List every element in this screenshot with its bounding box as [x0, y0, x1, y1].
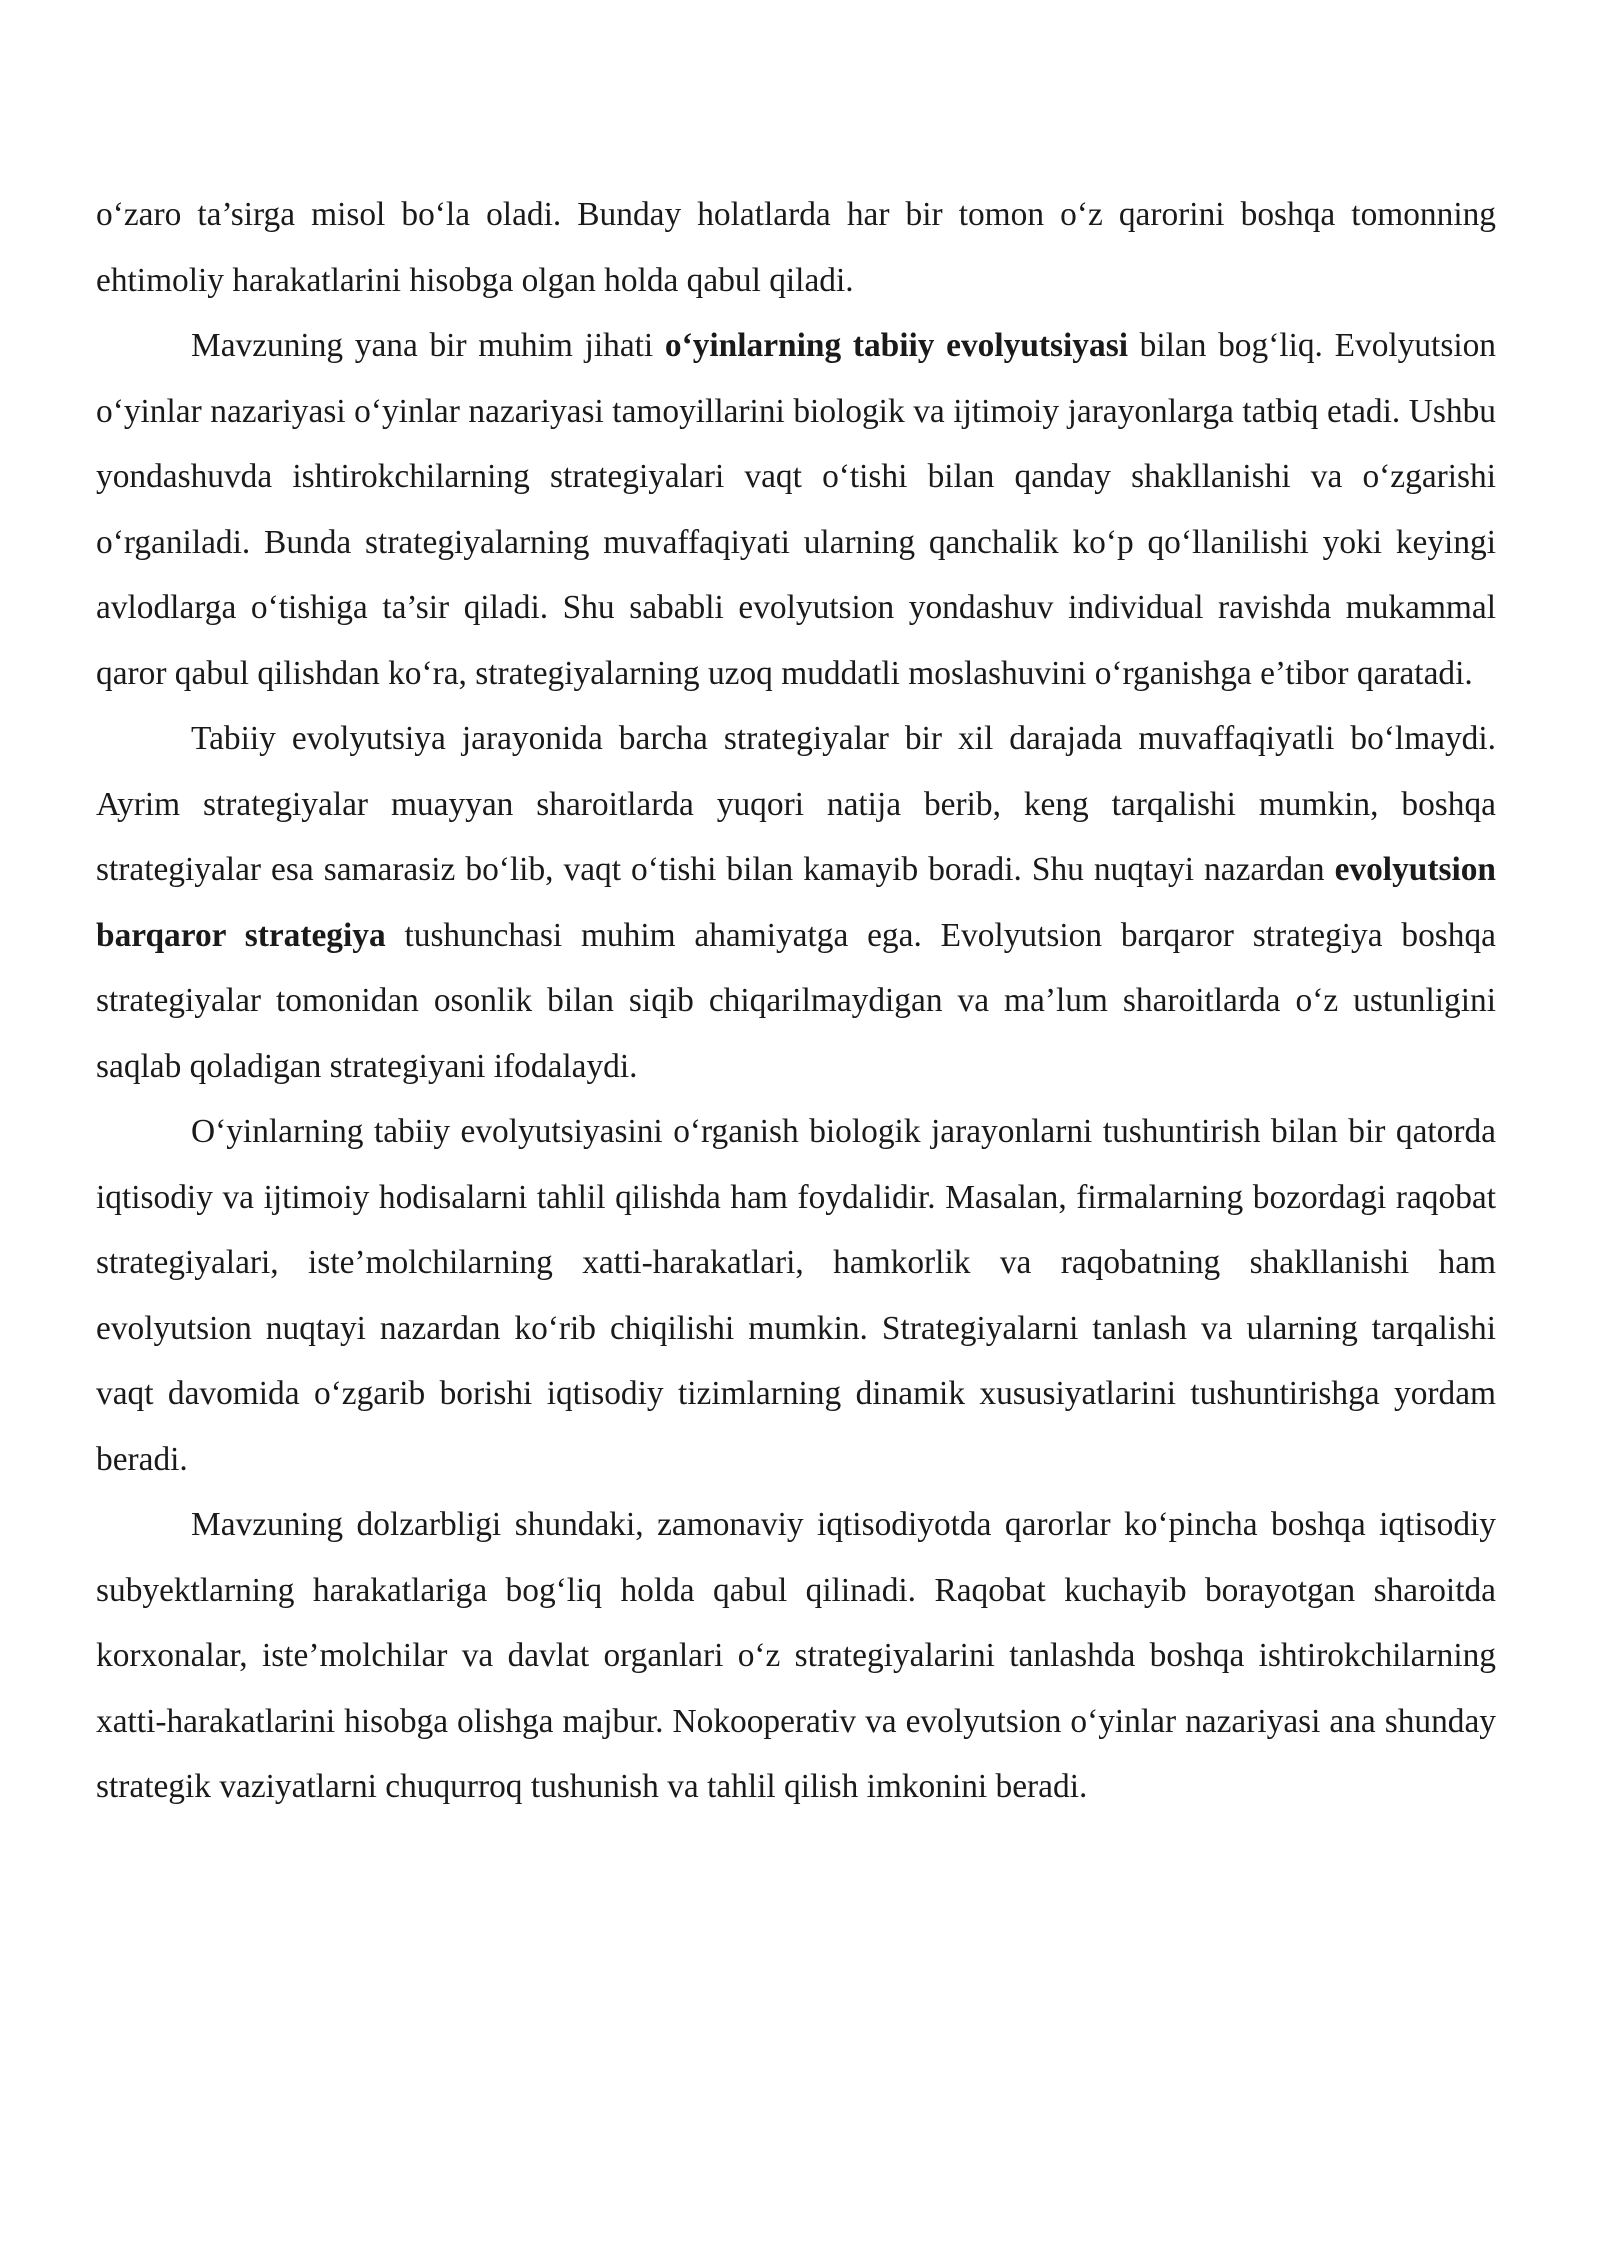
paragraph-4 [96, 1099, 1496, 1492]
paragraph-text: Mavzuning yana bir muhim jihati [191, 327, 665, 364]
paragraph-3 [96, 706, 1496, 1099]
paragraph-5 [96, 1492, 1496, 1820]
paragraph-text: o‘zaro ta’sirga misol bo‘la oladi. Bunday holatlarda har bir tomon o‘z qarorini boshqa tomonning ehtimoliy harakatlarini hisobga olgan holda qabul qiladi. [96, 196, 1496, 299]
paragraph-2 [96, 313, 1496, 706]
paragraph-text: Mavzuning dolzarbligi shundaki, zamonaviy iqtisodiyotda qarorlar ko‘pincha boshqa iqtisodiy subyektlarning harakatlariga bog‘liq holda qabul qilinadi. Raqobat kuchayib borayotgan sharoitda korxonalar, iste’molchilar va davlat organlari o‘z strategiyalarini tanlashda boshqa ishtirokchilarning xatti-harakatlarini hisobga olishga majbur. Nokooperativ va evolyutsion o‘yinlar nazariyasi ana shunday strategik vaziyatlarni chuqurroq tushunish va tahlil qilish imkonini beradi. [96, 1506, 1496, 1805]
bold-term-natural-evolution-of-games: o‘yinlarning tabiiy evolyutsiyasi [664, 327, 1128, 364]
paragraph-1 [96, 182, 1496, 313]
paragraph-text: O‘yinlarning tabiiy evolyutsiyasini o‘rganish biologik jarayonlarni tushuntirish bilan bir qatorda iqtisodiy va ijtimoiy hodisalarni tahlil qilishda ham foydalidir. Masalan, firmalarning bozordagi raqobat strategiyalari, iste’molchilarning xatti-harakatlari, hamkorlik va raqobatning shakllanishi ham evolyutsion nuqtayi nazardan ko‘rib chiqilishi mumkin. Strategiyalarni tanlash va ularning tarqalishi vaqt davomida o‘zgarib borishi iqtisodiy tizimlarning dinamik xususiyatlarini tushuntirishga yordam beradi. [96, 1113, 1496, 1478]
paragraph-text: bilan bog‘liq. Evolyutsion o‘yinlar nazariyasi o‘yinlar nazariyasi tamoyillarini biologik va ijtimoiy jarayonlarga tatbiq etadi. Ushbu yondashuvda ishtirokchilarning strategiyalari vaqt o‘tishi bilan qanday shakllanishi va o‘zgarishi o‘rganiladi. Bunda strategiyalarning muvaffaqiyati ularning qanchalik ko‘p qo‘llanilishi yoki keyingi avlodlarga o‘tishiga ta’sir qiladi. Shu sababli evolyutsion yondashuv individual ravishda mukammal qaror qabul qilishdan ko‘ra, strategiyalarning uzoq muddatli moslashuvini o‘rganishga e’tibor qaratadi. [96, 327, 1496, 692]
paragraph-text: tushunchasi muhim ahamiyatga ega. Evolyutsion barqaror strategiya boshqa strategiyalar tomonidan osonlik bilan siqib chiqarilmaydigan va ma’lum sharoitlarda o‘z ustunligini saqlab qoladigan strategiyani ifodalaydi. [96, 916, 1496, 1085]
bold-term-evolutionary-stable-strategy: evolyutsion barqaror strategiya [96, 851, 1496, 954]
paragraph-text: Tabiiy evolyutsiya jarayonida barcha strategiyalar bir xil darajada muvaffaqiyatli bo‘lmaydi. Ayrim strategiyalar muayyan sharoitlarda yuqori natija berib, keng tarqalishi mumkin, boshqa strategiyalar esa samarasiz bo‘lib, vaqt o‘tishi bilan kamayib boradi. Shu nuqtayi nazardan [96, 720, 1496, 888]
document-page [96, 182, 1496, 1820]
